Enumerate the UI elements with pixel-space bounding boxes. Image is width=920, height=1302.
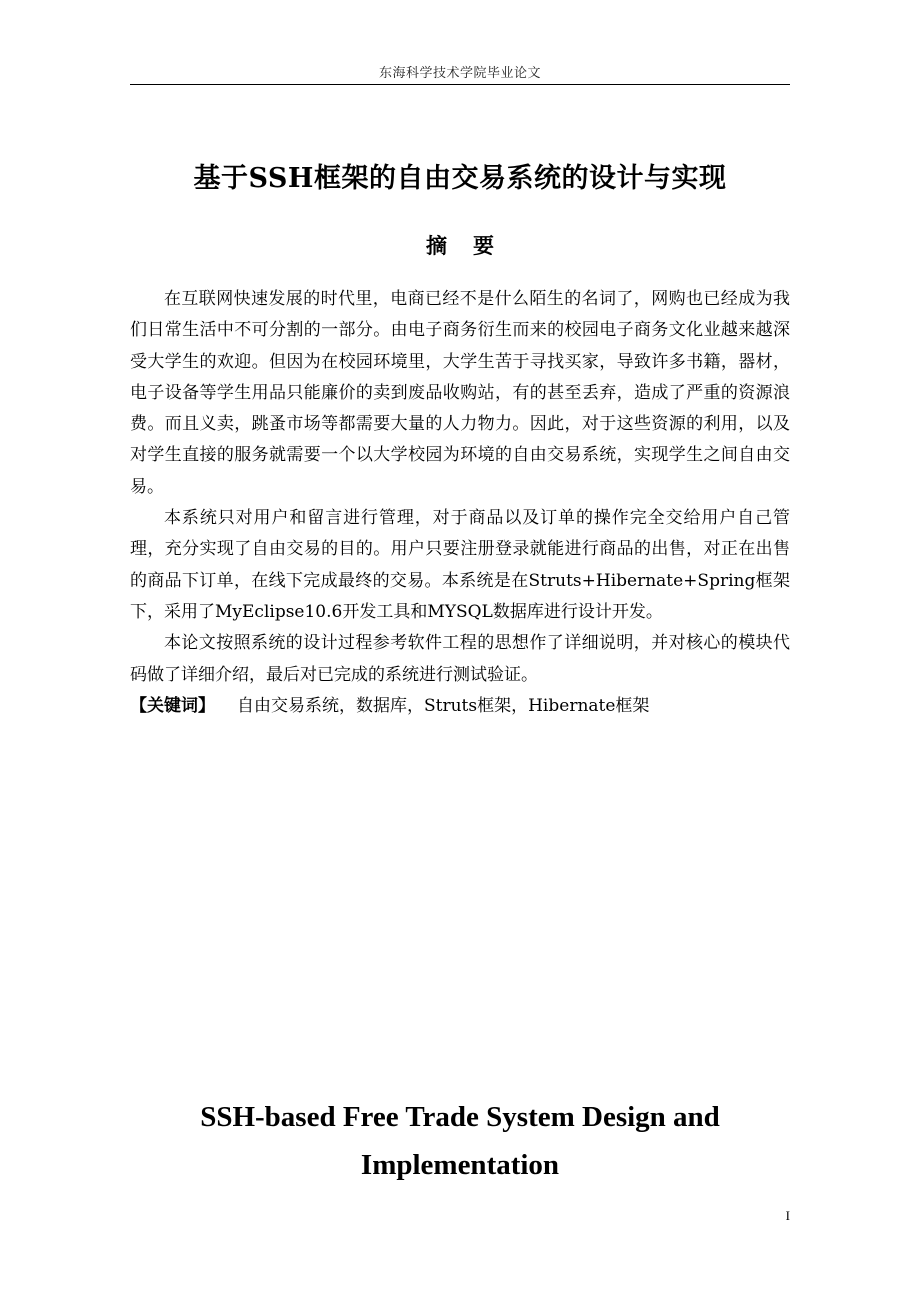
abstract-heading: 摘要 [426,233,520,258]
abstract-paragraph-1: 在互联网快速发展的时代里，电商已经不是什么陌生的名词了，网购也已经成为我们日常生活中不可分割的一部分。由电子商务衍生而来的校园电子商务文化业越来越深受大学生的欢迎。但因为在校园环境里，大学生苦于寻找买家，导致许多书籍，器材，电子设备等学生用品只能廉价的卖到废品收购站，有的甚至丢弃，造成了严重的资源浪费。而且义卖，跳蚤市场等都需要大量的人力物力。因此，对于这些资源的利用，以及对学生直接的服务就需要一个以大学校园为环境的自由交易系统，实现学生之间自由交易。 [130,289,790,497]
keywords-line [130,691,790,722]
abstract-paragraph-2: 本系统只对用户和留言进行管理，对于商品以及订单的操作完全交给用户自己管理，充分实现了自由交易的目的。用户只要注册登录就能进行商品的出售，对正在出售的商品下订单，在线下完成最终的交易。本系统是在Struts+Hibernate+Spring框架下，采用了MyEclipse10.6开发工具和MYSQL数据库进行设计开发。 [130,508,790,622]
chinese-title: 基于SSH框架的自由交易系统的设计与实现 [193,163,727,194]
english-title-line-1: SSH-based Free Trade System Design and [200,1101,720,1133]
page-number: I [785,1208,790,1223]
abstract-body [130,284,790,722]
abstract-paragraph-3: 本论文按照系统的设计过程参考软件工程的思想作了详细说明，并对核心的模块代码做了详细介绍，最后对已完成的系统进行测试验证。 [130,633,790,685]
english-title [0,1096,920,1192]
keywords-text: 自由交易系统，数据库，Struts框架，Hibernate框架 [237,695,650,716]
keywords-label: 【关键词】 [130,695,215,716]
running-header: 东海科学技术学院毕业论文 [378,66,541,81]
header-rule [130,84,790,85]
english-title-line-2: Implementation [360,1149,560,1181]
